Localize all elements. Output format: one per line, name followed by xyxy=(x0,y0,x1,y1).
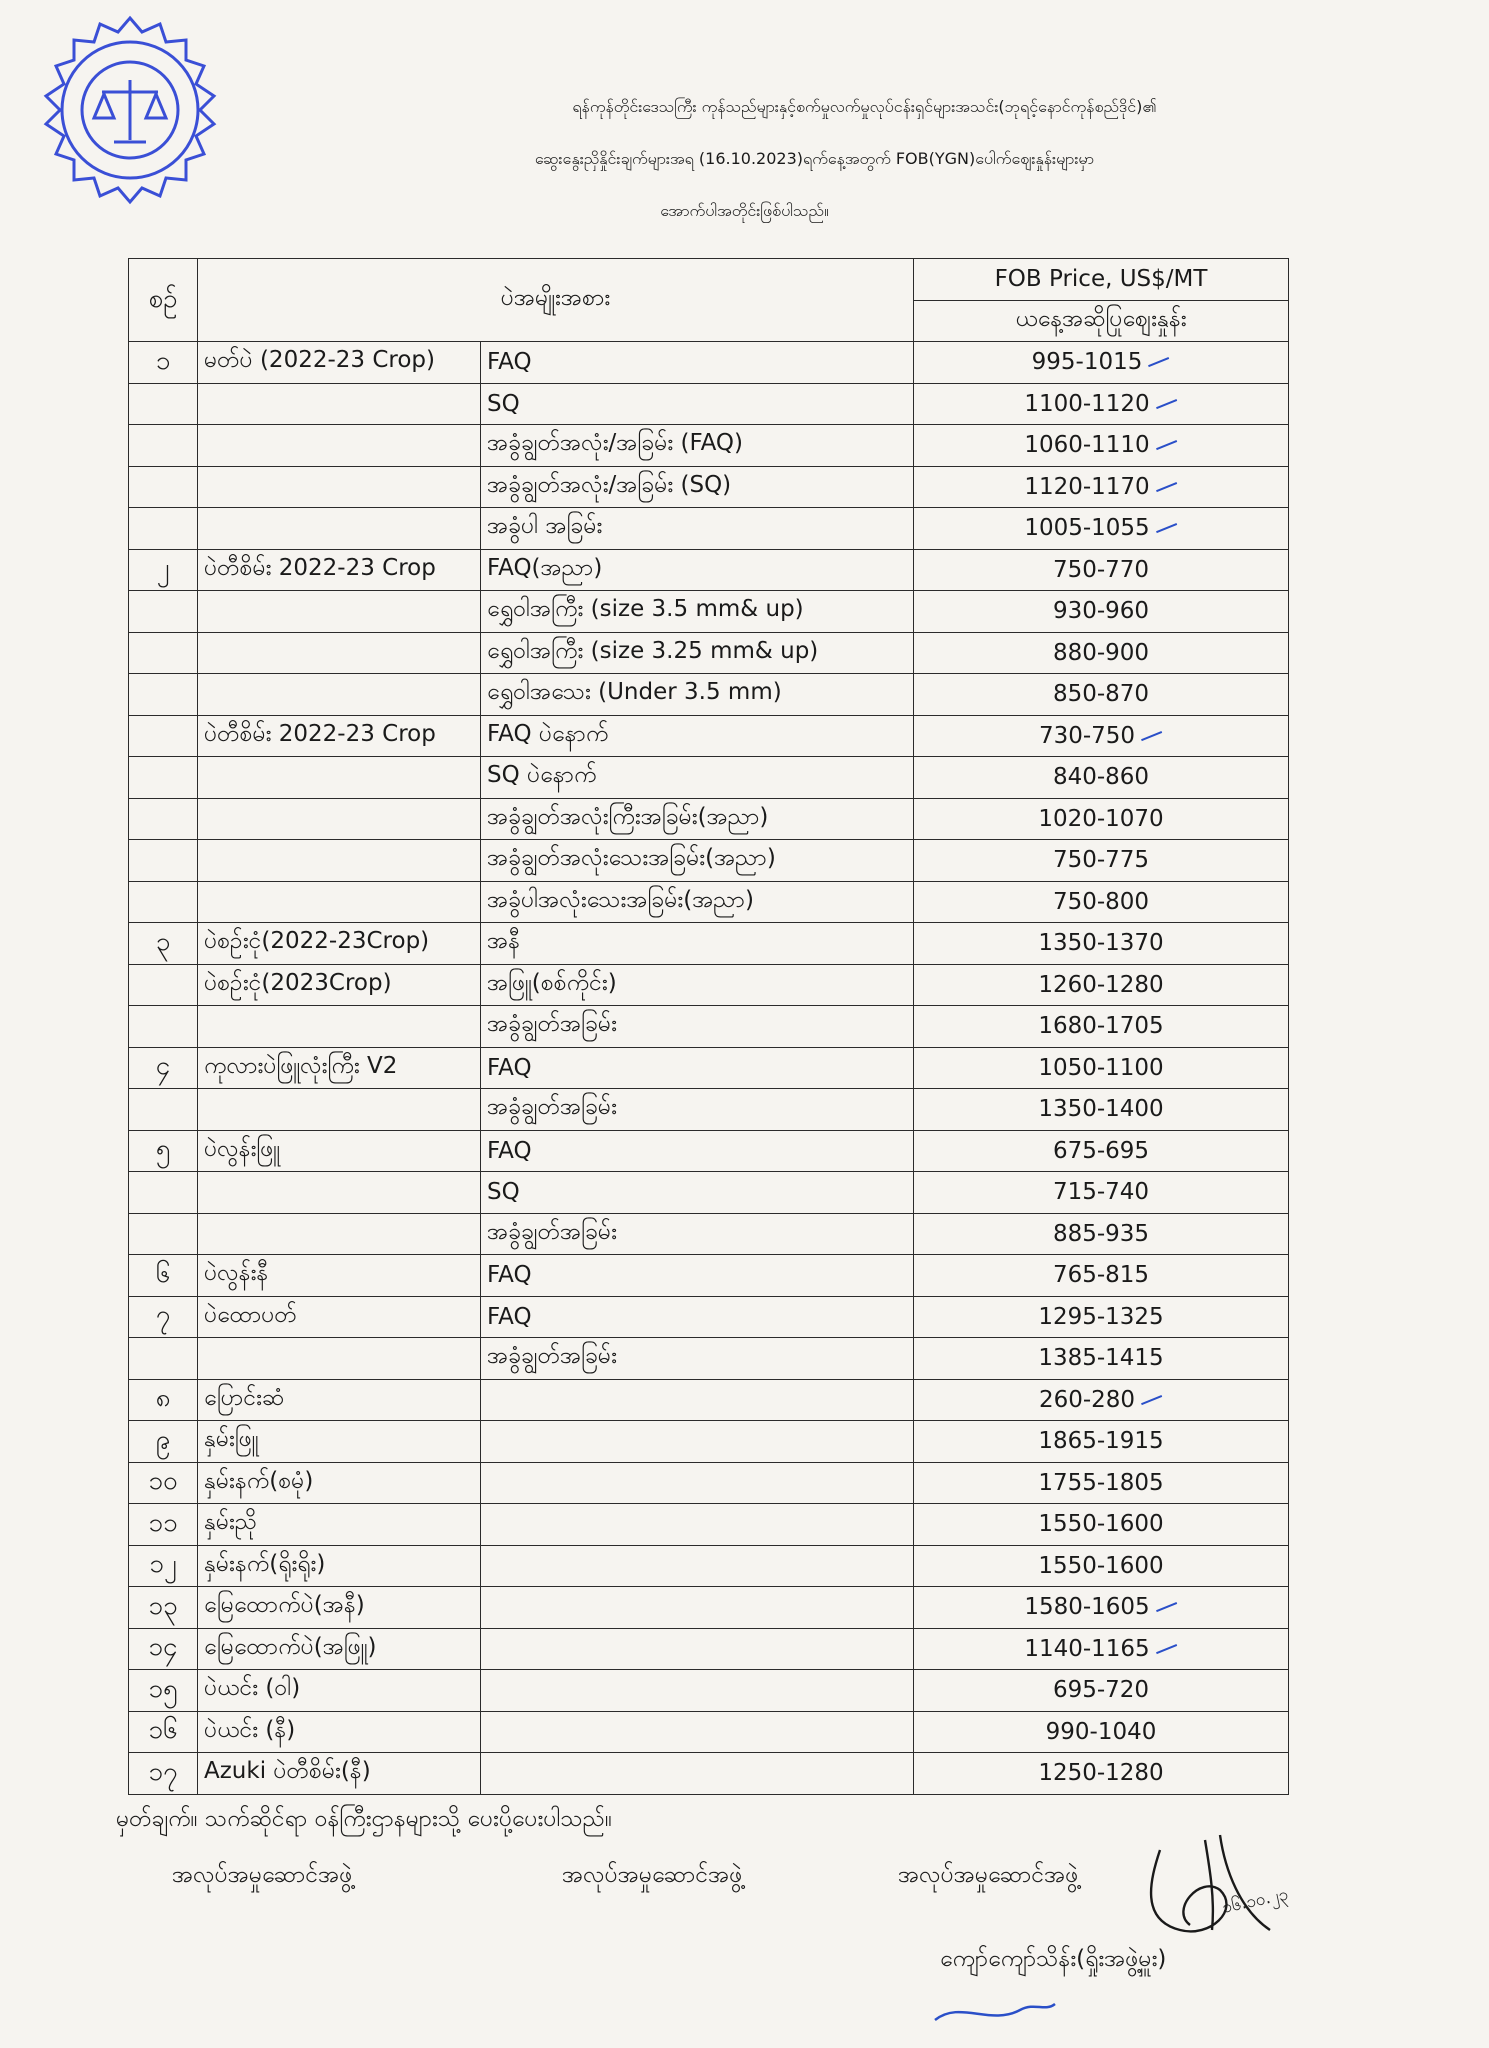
row-item-text: မြေထောက်ပဲ(အဖြူ) xyxy=(204,1633,377,1660)
row-grade-text: အခွံချွတ်အခြမ်း xyxy=(487,1094,617,1121)
row-item-text: Azuki ပဲတီစိမ်း(နီ) xyxy=(204,1758,371,1785)
row-item-text: ပဲတီစိမ်း 2022-23 Crop xyxy=(204,720,436,747)
row-price-text: 1050-1100 xyxy=(1038,1054,1164,1081)
row-no xyxy=(129,1628,198,1670)
row-price-text: 885-935 xyxy=(1052,1220,1150,1247)
row-grade-text: FAQ xyxy=(487,1054,532,1081)
row-grade xyxy=(481,1379,914,1421)
row-no xyxy=(129,1753,198,1795)
row-item xyxy=(198,1587,481,1629)
row-price xyxy=(914,757,1289,799)
row-item xyxy=(198,1130,481,1172)
row-item xyxy=(198,1421,481,1463)
row-price xyxy=(914,1213,1289,1255)
row-grade-text: FAQ xyxy=(487,1262,532,1289)
row-grade xyxy=(481,1172,914,1214)
row-no-text: ၁၃ xyxy=(148,1590,178,1621)
col-header-price: FOB Price, US$/MT xyxy=(914,259,1289,301)
row-no-text: ၁ xyxy=(155,345,171,376)
row-no xyxy=(129,1462,198,1504)
row-item xyxy=(198,1462,481,1504)
row-item xyxy=(198,1338,481,1380)
row-price xyxy=(914,1670,1289,1712)
row-price xyxy=(914,1130,1289,1172)
row-no xyxy=(129,964,198,1006)
row-price xyxy=(914,1089,1289,1131)
row-grade-text: SQ xyxy=(487,1179,520,1206)
check-mark-icon xyxy=(1152,431,1177,450)
row-price-text: 1060-1110 xyxy=(1024,432,1150,459)
row-grade xyxy=(481,425,914,467)
row-item xyxy=(198,1545,481,1587)
row-price xyxy=(914,1545,1289,1587)
table-row xyxy=(129,1421,1289,1463)
row-price-text: 1550-1600 xyxy=(1038,1552,1164,1579)
row-grade xyxy=(481,1587,914,1629)
row-grade-text: အခွံချွတ်အလုံးကြီးအခြမ်း(အညာ) xyxy=(487,803,769,830)
table-row xyxy=(129,923,1289,965)
row-price-text: 1350-1400 xyxy=(1038,1096,1164,1123)
row-grade xyxy=(481,757,914,799)
row-grade xyxy=(481,715,914,757)
row-no xyxy=(129,1089,198,1131)
table-row xyxy=(129,1379,1289,1421)
row-price xyxy=(914,632,1289,674)
row-no xyxy=(129,1255,198,1297)
row-price-text: 1020-1070 xyxy=(1038,805,1164,832)
row-grade xyxy=(481,1462,914,1504)
row-item-text: ပြောင်းဆံ xyxy=(204,1384,285,1411)
row-item xyxy=(198,1047,481,1089)
row-grade-text: FAQ(အညာ) xyxy=(487,554,603,581)
table-row xyxy=(129,1296,1289,1338)
row-item xyxy=(198,881,481,923)
row-item-text: ကုလားပဲဖြူလုံးကြီး V2 xyxy=(204,1052,398,1079)
row-item xyxy=(198,425,481,467)
row-price xyxy=(914,964,1289,1006)
row-no-text: ၆ xyxy=(155,1258,171,1289)
row-price-text: 850-870 xyxy=(1052,681,1150,708)
row-grade xyxy=(481,466,914,508)
row-grade xyxy=(481,549,914,591)
row-price-text: 995-1015 xyxy=(1031,349,1143,376)
row-price-text: 1865-1915 xyxy=(1038,1428,1164,1455)
row-no xyxy=(129,632,198,674)
remark-note: မှတ်ချက်။ သက်ဆိုင်ရာ ဝန်ကြီးဌာနများသို့ ပေးပို့ပေးပါသည်။ xyxy=(116,1806,612,1832)
row-no-text: ၇ xyxy=(155,1300,171,1331)
row-price xyxy=(914,342,1289,384)
row-grade xyxy=(481,798,914,840)
row-no xyxy=(129,466,198,508)
row-price-text: 1260-1280 xyxy=(1038,971,1164,998)
row-grade xyxy=(481,1296,914,1338)
row-grade-text: အခွံပါ အခြမ်း xyxy=(487,513,603,540)
row-grade xyxy=(481,1545,914,1587)
row-grade-text: အနီ xyxy=(487,928,521,955)
row-grade-text: FAQ xyxy=(487,1303,532,1330)
row-price xyxy=(914,1628,1289,1670)
row-no xyxy=(129,1421,198,1463)
row-item xyxy=(198,508,481,550)
row-price xyxy=(914,923,1289,965)
row-grade xyxy=(481,1628,914,1670)
row-item-text: နှမ်းနက်(စမုံ) xyxy=(204,1467,314,1494)
row-grade-text: FAQ ပဲနောက် xyxy=(487,720,609,747)
row-price-text: 765-815 xyxy=(1052,1262,1150,1289)
row-item xyxy=(198,549,481,591)
row-no xyxy=(129,1670,198,1712)
row-price-text: 715-740 xyxy=(1052,1179,1150,1206)
row-no xyxy=(129,591,198,633)
row-no-text: ၂ xyxy=(156,553,170,584)
row-price xyxy=(914,881,1289,923)
row-grade-text: အခွံချွတ်အခြမ်း xyxy=(487,1343,617,1370)
row-item-text: ပဲထောပတ် xyxy=(204,1301,297,1328)
row-grade xyxy=(481,1421,914,1463)
row-item xyxy=(198,757,481,799)
row-price xyxy=(914,1462,1289,1504)
row-price-text: 1680-1705 xyxy=(1038,1013,1164,1040)
row-price xyxy=(914,674,1289,716)
row-item xyxy=(198,1089,481,1131)
row-item-text: ပဲစဉ်းငုံ(2023Crop) xyxy=(204,969,392,996)
row-no xyxy=(129,1587,198,1629)
row-price xyxy=(914,1047,1289,1089)
row-grade-text: အခွံချွတ်အခြမ်း xyxy=(487,1011,617,1038)
row-price xyxy=(914,1421,1289,1463)
table-row xyxy=(129,1628,1289,1670)
row-price-text: 1120-1170 xyxy=(1024,473,1150,500)
row-price-text: 695-720 xyxy=(1052,1677,1150,1704)
row-grade xyxy=(481,1670,914,1712)
row-no xyxy=(129,342,198,384)
row-no xyxy=(129,757,198,799)
row-price xyxy=(914,1006,1289,1048)
row-item xyxy=(198,1213,481,1255)
header-line-2: ဆွေးနွေးညှိနှိုင်းချက်များအရ (16.10.2023)ရက်နေ့အတွက် FOB(YGN)ပေါက်ဈေးနှုန်းများမှာ xyxy=(534,149,1095,168)
row-price xyxy=(914,466,1289,508)
row-no xyxy=(129,1296,198,1338)
row-no xyxy=(129,1047,198,1089)
check-mark-icon xyxy=(1137,722,1162,741)
row-no xyxy=(129,1504,198,1546)
row-item xyxy=(198,383,481,425)
row-item-text: ပဲယင်း (နီ) xyxy=(204,1716,296,1743)
row-no xyxy=(129,1545,198,1587)
row-no xyxy=(129,1338,198,1380)
table-row xyxy=(129,757,1289,799)
row-grade-text: ရွှေဝါအကြီး (size 3.5 mm& up) xyxy=(487,596,804,623)
row-price-text: 990-1040 xyxy=(1045,1718,1157,1745)
check-mark-icon xyxy=(1145,348,1170,367)
row-item xyxy=(198,1255,481,1297)
row-item xyxy=(198,1296,481,1338)
header-line-3: အောက်ပါအတိုင်းဖြစ်ပါသည်။ xyxy=(660,201,829,220)
header-line-1: ရန်ကုန်တိုင်းဒေသကြီး ကုန်သည်များနှင့်စက်မှုလက်မှုလုပ်ငန်းရှင်များအသင်း(ဘုရင့်နောင်ကုန်စည်ဒိုင်)၏ xyxy=(572,97,1157,116)
row-no xyxy=(129,923,198,965)
table-row xyxy=(129,1213,1289,1255)
row-grade xyxy=(481,1711,914,1753)
row-no xyxy=(129,425,198,467)
row-price-text: 1250-1280 xyxy=(1038,1760,1164,1787)
check-mark-icon xyxy=(1152,514,1177,533)
row-no xyxy=(129,881,198,923)
table-row xyxy=(129,1130,1289,1172)
check-mark-icon xyxy=(1152,1635,1177,1654)
row-no-text: ၁၁ xyxy=(148,1507,178,1538)
row-item xyxy=(198,1379,481,1421)
check-mark-icon xyxy=(1152,473,1177,492)
row-item xyxy=(198,466,481,508)
row-price xyxy=(914,840,1289,882)
row-no xyxy=(129,1213,198,1255)
table-row xyxy=(129,1338,1289,1380)
check-mark-icon xyxy=(1152,390,1177,409)
row-no xyxy=(129,1711,198,1753)
row-grade xyxy=(481,591,914,633)
table-row xyxy=(129,1670,1289,1712)
row-price-text: 1295-1325 xyxy=(1038,1303,1164,1330)
row-item xyxy=(198,1504,481,1546)
row-item xyxy=(198,964,481,1006)
row-no xyxy=(129,549,198,591)
row-price-text: 1100-1120 xyxy=(1024,390,1150,417)
table-row xyxy=(129,508,1289,550)
row-grade-text: အခွံချွတ်အလုံးသေးအခြမ်း(အညာ) xyxy=(487,845,776,872)
row-item-text: မတ်ပဲ (2022-23 Crop) xyxy=(204,347,435,374)
row-price xyxy=(914,549,1289,591)
row-price xyxy=(914,425,1289,467)
row-grade xyxy=(481,674,914,716)
table-row xyxy=(129,549,1289,591)
row-grade xyxy=(481,840,914,882)
row-grade xyxy=(481,1504,914,1546)
row-no xyxy=(129,1006,198,1048)
row-price xyxy=(914,715,1289,757)
row-no-text: ၅ xyxy=(155,1134,171,1165)
row-grade-text: အခွံပါအလုံးသေးအခြမ်း(အညာ) xyxy=(487,886,754,913)
row-item-text: ပဲလွန်းနီ xyxy=(204,1260,269,1287)
row-item xyxy=(198,591,481,633)
row-item-text: နှမ်းညို xyxy=(204,1509,258,1536)
row-item-text: ပဲလွန်းဖြူ xyxy=(204,1135,281,1162)
row-grade-text: အခွံချွတ်အလုံး/အခြမ်း (FAQ) xyxy=(487,430,743,457)
signature-label-2: အလုပ်အမှုဆောင်အဖွဲ့ xyxy=(562,1862,743,1888)
row-item xyxy=(198,798,481,840)
table-row xyxy=(129,1006,1289,1048)
row-item xyxy=(198,1628,481,1670)
row-grade-text: SQ ပဲနောက် xyxy=(487,762,597,789)
row-grade-text: FAQ xyxy=(487,1137,532,1164)
price-table xyxy=(128,258,1289,1795)
table-row xyxy=(129,1172,1289,1214)
row-item xyxy=(198,715,481,757)
table-row xyxy=(129,1545,1289,1587)
table-row xyxy=(129,1711,1289,1753)
row-grade-text: အဖြူ(စစ်ကိုင်း) xyxy=(487,969,617,996)
row-item xyxy=(198,342,481,384)
check-mark-icon xyxy=(1137,1386,1162,1405)
row-grade-text: ရွှေဝါအကြီး (size 3.25 mm& up) xyxy=(487,637,819,664)
row-no xyxy=(129,383,198,425)
table-row xyxy=(129,964,1289,1006)
row-price xyxy=(914,1338,1289,1380)
row-grade xyxy=(481,632,914,674)
row-grade xyxy=(481,508,914,550)
row-no xyxy=(129,1130,198,1172)
row-item-text: ပဲတီစိမ်း 2022-23 Crop xyxy=(204,554,436,581)
row-price-text: 730-750 xyxy=(1038,722,1136,749)
row-price xyxy=(914,1711,1289,1753)
row-grade xyxy=(481,964,914,1006)
row-grade xyxy=(481,1338,914,1380)
row-item-text: နှမ်းဖြူ xyxy=(204,1426,259,1453)
row-price-text: 260-280 xyxy=(1038,1386,1136,1413)
row-price-text: 750-775 xyxy=(1052,847,1150,874)
table-row xyxy=(129,798,1289,840)
row-grade-text: အခွံချွတ်အခြမ်း xyxy=(487,1218,617,1245)
col-header-item: ပဲအမျိုးအစား xyxy=(198,259,914,342)
table-row xyxy=(129,591,1289,633)
row-price-text: 1350-1370 xyxy=(1038,930,1164,957)
row-price-text: 675-695 xyxy=(1052,1137,1150,1164)
row-price xyxy=(914,508,1289,550)
row-price-text: 930-960 xyxy=(1052,598,1150,625)
row-no xyxy=(129,715,198,757)
row-grade xyxy=(481,923,914,965)
row-price-text: 750-770 xyxy=(1052,556,1150,583)
signature-date: ၁၆.၁၀.၂၃ xyxy=(1220,1884,1291,1918)
row-no-text: ၉ xyxy=(155,1424,171,1455)
table-row xyxy=(129,715,1289,757)
row-grade xyxy=(481,383,914,425)
table-row xyxy=(129,1089,1289,1131)
signer-name: ကျော်ကျော်သိန်း(ရှိုးအဖွဲ့မှူး) xyxy=(940,1946,1167,1972)
col-header-price-sub: ယနေ့အဆိုပြုဈေးနှုန်း xyxy=(914,300,1289,342)
table-header-row xyxy=(129,259,1289,301)
row-price-text: 840-860 xyxy=(1052,764,1150,791)
row-price-text: 1385-1415 xyxy=(1038,1345,1164,1372)
row-price-text: 1140-1165 xyxy=(1024,1635,1150,1662)
row-no-text: ၁၆ xyxy=(148,1715,178,1746)
row-no xyxy=(129,1379,198,1421)
row-no-text: ၁၄ xyxy=(148,1632,178,1663)
row-price xyxy=(914,1379,1289,1421)
row-grade xyxy=(481,1255,914,1297)
row-price-text: 880-900 xyxy=(1052,639,1150,666)
table-row xyxy=(129,466,1289,508)
row-no xyxy=(129,798,198,840)
row-no-text: ၈ xyxy=(155,1383,171,1414)
row-grade-text: အခွံချွတ်အလုံး/အခြမ်း (SQ) xyxy=(487,471,732,498)
row-grade xyxy=(481,1130,914,1172)
row-grade-text: FAQ xyxy=(487,349,532,376)
row-grade xyxy=(481,1089,914,1131)
signature-label-1: အလုပ်အမှုဆောင်အဖွဲ့ xyxy=(172,1862,353,1888)
row-no xyxy=(129,840,198,882)
table-row xyxy=(129,1047,1289,1089)
row-price xyxy=(914,1587,1289,1629)
pen-scribble xyxy=(930,1990,1060,2030)
row-item xyxy=(198,923,481,965)
row-no xyxy=(129,508,198,550)
row-grade xyxy=(481,1753,914,1795)
row-price xyxy=(914,383,1289,425)
row-no-text: ၃ xyxy=(155,926,171,957)
row-no-text: ၁၅ xyxy=(148,1673,178,1704)
row-price-text: 1550-1600 xyxy=(1038,1511,1164,1538)
table-row xyxy=(129,1504,1289,1546)
row-grade xyxy=(481,1006,914,1048)
row-item-text: နှမ်းနက်(ရိုးရိုး) xyxy=(204,1550,326,1577)
row-item xyxy=(198,840,481,882)
table-row xyxy=(129,881,1289,923)
row-no-text: ၄ xyxy=(155,1051,171,1082)
row-grade xyxy=(481,1047,914,1089)
row-price xyxy=(914,1172,1289,1214)
row-item xyxy=(198,1753,481,1795)
table-row xyxy=(129,342,1289,384)
col-header-no: စဉ် xyxy=(129,259,198,342)
row-item xyxy=(198,632,481,674)
row-grade-text: SQ xyxy=(487,390,520,417)
row-no xyxy=(129,674,198,716)
row-price xyxy=(914,1504,1289,1546)
table-row xyxy=(129,1255,1289,1297)
row-grade-text: ရွှေဝါအသေး (Under 3.5 mm) xyxy=(487,679,782,706)
table-row xyxy=(129,1587,1289,1629)
table-row xyxy=(129,674,1289,716)
signature-label-3: အလုပ်အမှုဆောင်အဖွဲ့ xyxy=(898,1862,1079,1888)
row-no-text: ၁၀ xyxy=(148,1466,178,1497)
table-row xyxy=(129,632,1289,674)
row-grade xyxy=(481,881,914,923)
row-item xyxy=(198,1006,481,1048)
table-row xyxy=(129,1462,1289,1504)
table-row xyxy=(129,383,1289,425)
row-item-text: မြေထောက်ပဲ(အနီ) xyxy=(204,1592,365,1619)
row-item xyxy=(198,1172,481,1214)
row-price xyxy=(914,798,1289,840)
row-price xyxy=(914,591,1289,633)
table-row xyxy=(129,425,1289,467)
row-item-text: ပဲယင်း (ဝါ) xyxy=(204,1675,301,1702)
row-price-text: 750-800 xyxy=(1052,888,1150,915)
row-price xyxy=(914,1296,1289,1338)
row-no-text: ၁၂ xyxy=(149,1549,177,1580)
check-mark-icon xyxy=(1152,1593,1177,1612)
row-price xyxy=(914,1753,1289,1795)
row-price-text: 1005-1055 xyxy=(1024,515,1150,542)
row-item xyxy=(198,1711,481,1753)
table-row xyxy=(129,1753,1289,1795)
table-row xyxy=(129,840,1289,882)
row-price-text: 1755-1805 xyxy=(1038,1469,1164,1496)
row-grade xyxy=(481,1213,914,1255)
row-item-text: ပဲစဉ်းငုံ(2022-23Crop) xyxy=(204,928,430,955)
row-grade xyxy=(481,342,914,384)
row-no-text: ၁၇ xyxy=(148,1756,178,1787)
row-item xyxy=(198,674,481,716)
row-price xyxy=(914,1255,1289,1297)
row-price-text: 1580-1605 xyxy=(1024,1594,1150,1621)
row-item xyxy=(198,1670,481,1712)
row-no xyxy=(129,1172,198,1214)
